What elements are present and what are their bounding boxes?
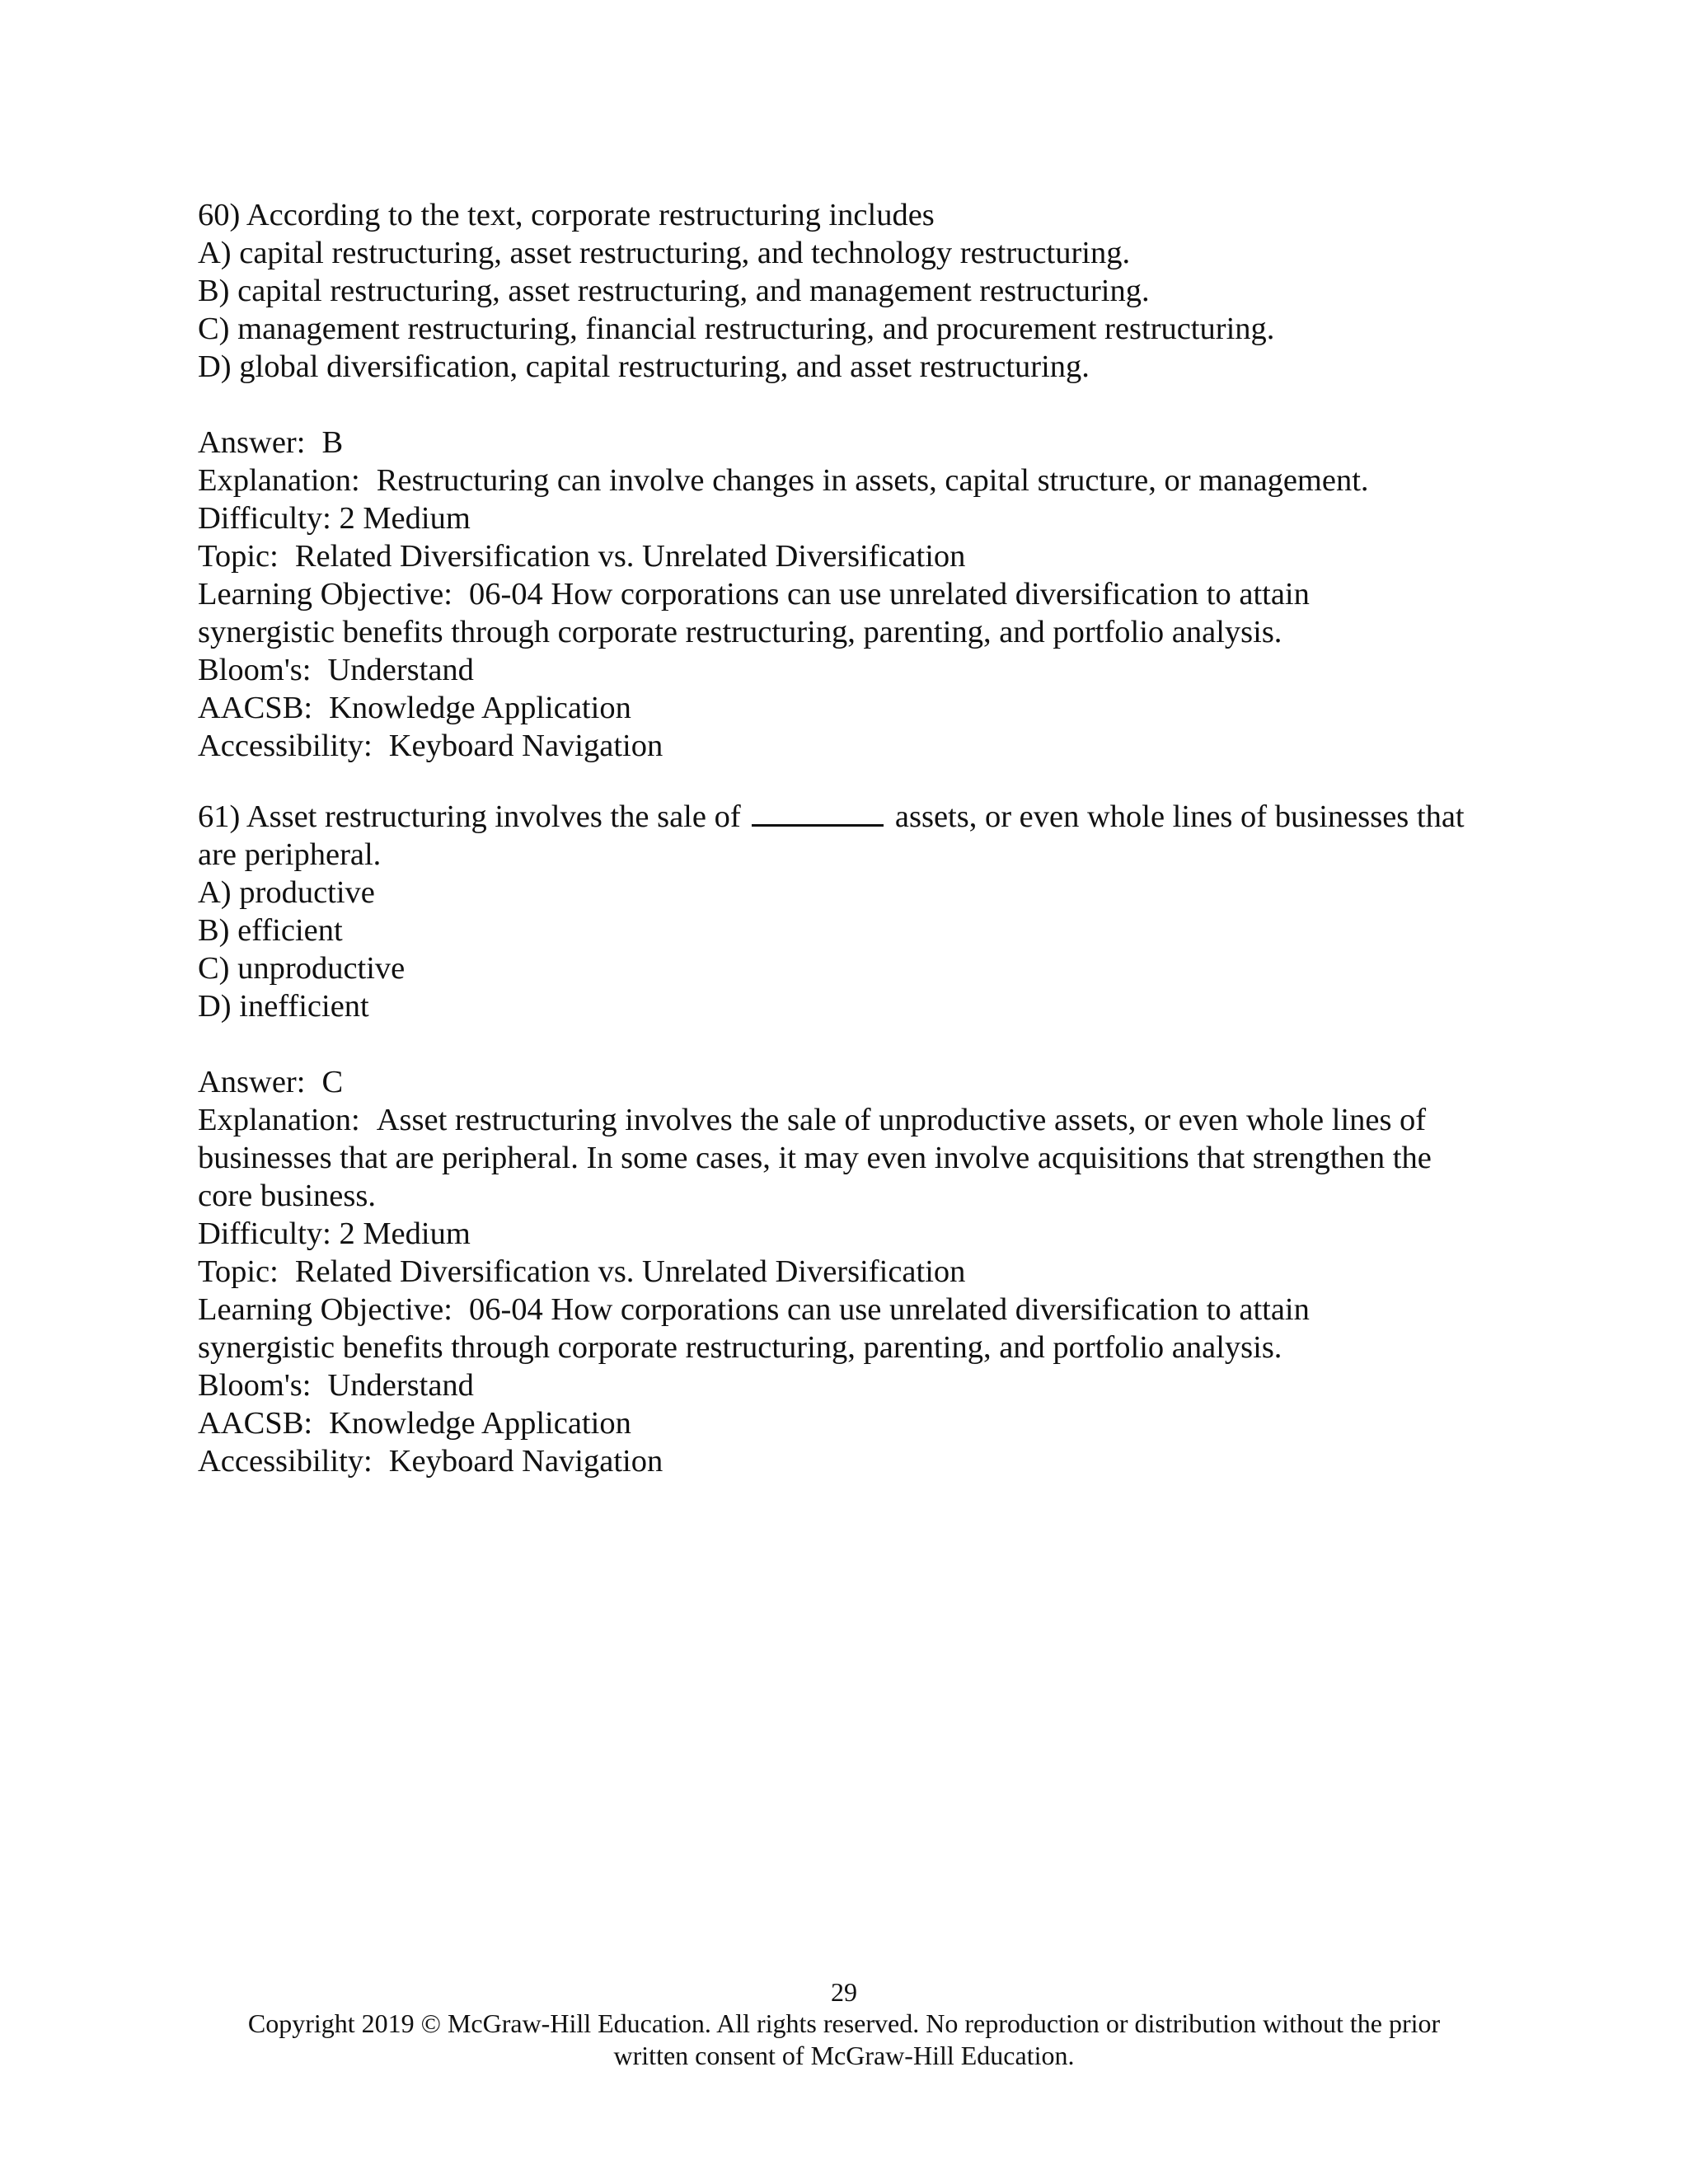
answer-line bbox=[198, 1063, 1508, 1101]
learning-objective-label: Learning Objective: bbox=[198, 577, 452, 612]
page-content bbox=[198, 196, 1508, 1480]
explanation-line bbox=[198, 462, 1508, 499]
option-c: C) unproductive bbox=[198, 951, 406, 986]
accessibility-line bbox=[198, 1442, 1508, 1480]
option-d: D) inefficient bbox=[198, 989, 369, 1024]
blooms-label: Bloom's: bbox=[198, 1368, 312, 1403]
spacer bbox=[198, 1025, 1508, 1063]
answer-label: Answer: bbox=[198, 1065, 306, 1099]
copyright-line-2: written consent of McGraw-Hill Education. bbox=[613, 2041, 1075, 2070]
copyright-notice bbox=[0, 2008, 1688, 2072]
blooms-value: Understand bbox=[327, 1368, 474, 1403]
topic-label: Topic: bbox=[198, 539, 279, 574]
learning-objective-text: 06-04 How corporations can use unrelated diversification to attain bbox=[468, 577, 1310, 612]
blooms-line bbox=[198, 651, 1508, 689]
learning-objective-line bbox=[198, 575, 1508, 613]
accessibility-label: Accessibility: bbox=[198, 1444, 373, 1479]
accessibility-line bbox=[198, 727, 1508, 765]
topic-value: Related Diversification vs. Unrelated Diversification bbox=[294, 1254, 966, 1289]
blooms-value: Understand bbox=[327, 653, 474, 687]
accessibility-value: Keyboard Navigation bbox=[388, 1444, 663, 1479]
topic-label: Topic: bbox=[198, 1254, 279, 1289]
aacsb-label: AACSB: bbox=[198, 691, 313, 725]
blooms-line bbox=[198, 1366, 1508, 1404]
question-stem-end: assets, or even whole lines of businesses that bbox=[894, 799, 1465, 834]
page-number: 29 bbox=[831, 1977, 857, 2007]
learning-objective-line bbox=[198, 1291, 1508, 1329]
option-b: B) efficient bbox=[198, 913, 343, 948]
option-d: D) global diversification, capital restructuring, and asset restructuring. bbox=[198, 349, 1090, 384]
spacer bbox=[198, 386, 1508, 424]
topic-value: Related Diversification vs. Unrelated Diversification bbox=[294, 539, 966, 574]
aacsb-line bbox=[198, 689, 1508, 727]
option-a: A) productive bbox=[198, 875, 375, 910]
option-b: B) capital restructuring, asset restructuring, and management restructuring. bbox=[198, 274, 1150, 308]
accessibility-label: Accessibility: bbox=[198, 729, 373, 763]
difficulty-line: Difficulty: 2 Medium bbox=[198, 501, 471, 536]
learning-objective-text: 06-04 How corporations can use unrelated diversification to attain bbox=[468, 1292, 1310, 1327]
accessibility-value: Keyboard Navigation bbox=[388, 729, 663, 763]
explanation-label: Explanation: bbox=[198, 463, 360, 498]
answer-line bbox=[198, 424, 1508, 462]
option-c: C) management restructuring, financial restructuring, and procurement restructuring. bbox=[198, 312, 1275, 346]
learning-objective-label: Learning Objective: bbox=[198, 1292, 452, 1327]
explanation-text: Asset restructuring involves the sale of unproductive assets, or even whole lines of bbox=[376, 1103, 1427, 1137]
explanation-continuation: businesses that are peripheral. In some cases, it may even involve acquisitions that strengthen the bbox=[198, 1141, 1432, 1175]
question-61 bbox=[198, 798, 1508, 1480]
aacsb-label: AACSB: bbox=[198, 1406, 313, 1441]
question-stem: 60) According to the text, corporate restructuring includes bbox=[198, 198, 935, 232]
question-stem bbox=[198, 798, 1508, 836]
difficulty-line: Difficulty: 2 Medium bbox=[198, 1216, 471, 1251]
copyright-line-1: Copyright 2019 © McGraw-Hill Education. All rights reserved. No reproduction or distribution without the prior bbox=[247, 2008, 1441, 2038]
question-stem-start: 61) Asset restructuring involves the sale of bbox=[198, 799, 741, 834]
blooms-label: Bloom's: bbox=[198, 653, 312, 687]
fill-in-blank bbox=[752, 799, 884, 827]
question-60 bbox=[198, 196, 1508, 765]
aacsb-value: Knowledge Application bbox=[329, 1406, 631, 1441]
learning-objective-continuation: synergistic benefits through corporate restructuring, parenting, and portfolio analysis. bbox=[198, 615, 1282, 649]
answer-label: Answer: bbox=[198, 425, 306, 460]
answer-value: C bbox=[321, 1065, 344, 1099]
aacsb-value: Knowledge Application bbox=[329, 691, 631, 725]
aacsb-line bbox=[198, 1404, 1508, 1442]
answer-value: B bbox=[321, 425, 344, 460]
topic-line bbox=[198, 1253, 1508, 1291]
topic-line bbox=[198, 537, 1508, 575]
explanation-line bbox=[198, 1101, 1508, 1139]
option-a: A) capital restructuring, asset restructuring, and technology restructuring. bbox=[198, 236, 1131, 270]
explanation-continuation: core business. bbox=[198, 1179, 376, 1213]
learning-objective-continuation: synergistic benefits through corporate restructuring, parenting, and portfolio analysis. bbox=[198, 1330, 1282, 1365]
explanation-text: Restructuring can involve changes in assets, capital structure, or management. bbox=[376, 463, 1369, 498]
question-stem-continuation: are peripheral. bbox=[198, 837, 382, 872]
spacer bbox=[198, 765, 1508, 798]
explanation-label: Explanation: bbox=[198, 1103, 360, 1137]
